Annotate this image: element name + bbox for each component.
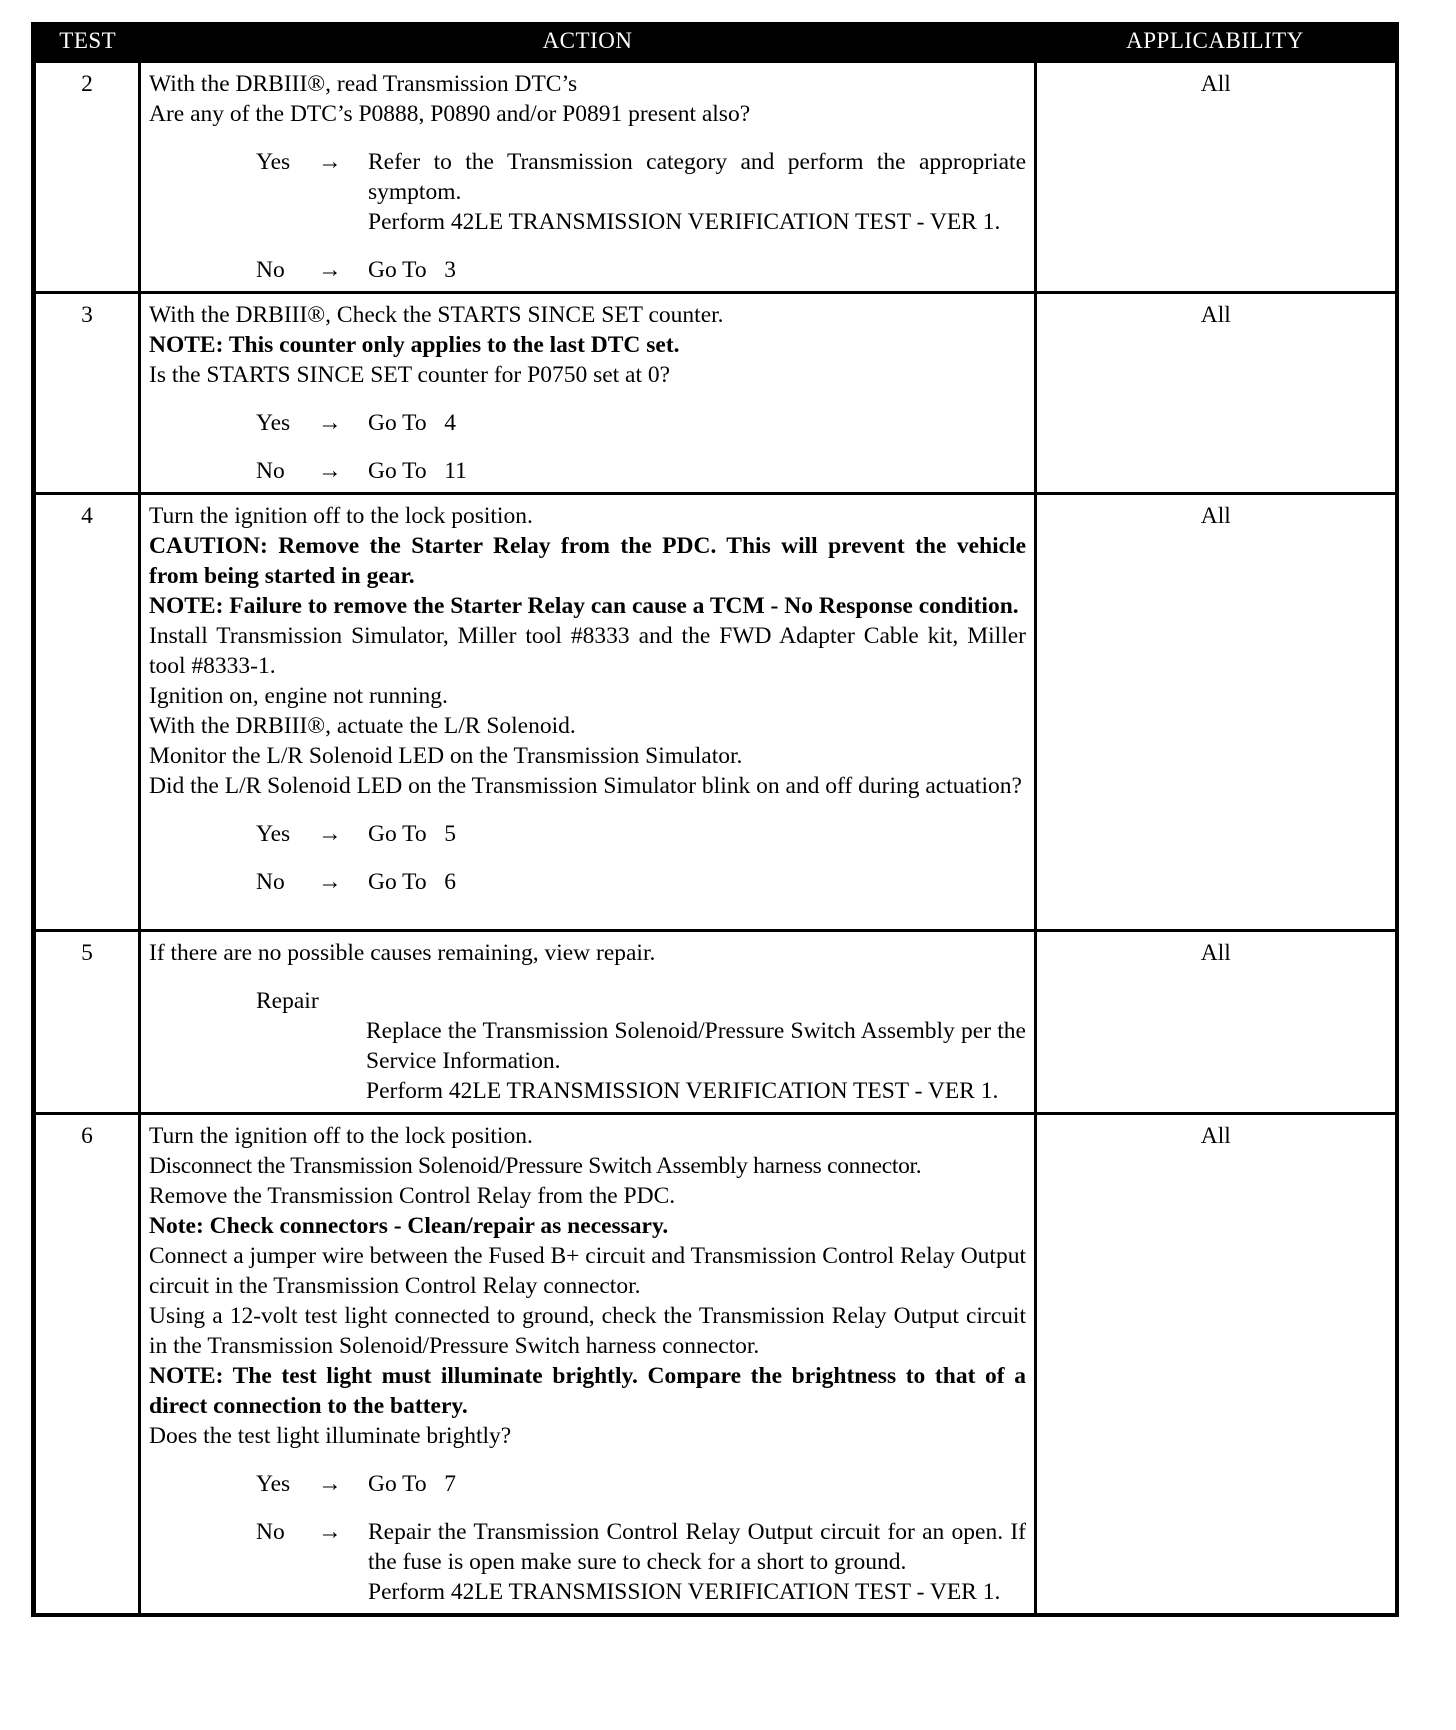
response-text: Go To 5 [368,821,457,847]
table-header-row [34,22,1397,62]
action-line: With the DRBIII®, read Transmission DTC’s [149,71,578,97]
header-action: ACTION [140,22,1036,62]
response-text [368,147,1026,237]
applicability-cell: All [1036,494,1397,931]
action-line: Turn the ignition off to the lock position. [149,1123,533,1149]
arrow-icon: → [318,257,342,283]
response-text: Go To 3 [368,257,457,283]
action-line: Monitor the L/R Solenoid LED on the Transmission Simulator. [149,743,743,769]
response-label: Yes [256,149,291,175]
arrow-icon: → [318,458,342,484]
response-label: No [256,257,285,283]
response-no [149,456,1026,486]
action-line: Turn the ignition off to the lock position. [149,503,533,529]
response-no [149,1517,1026,1607]
action-line: Did the L/R Solenoid LED on the Transmission Simulator blink on and off during actuation? [149,773,1022,799]
response-line: Refer to the Transmission category and perform the appropriate symptom. [368,149,1026,205]
response-label: Yes [256,410,291,436]
header-applicability: APPLICABILITY [1036,22,1397,62]
table-row [34,1114,1397,1616]
response-yes [149,408,1026,438]
arrow-icon: → [318,410,342,436]
action-line: Disconnect the Transmission Solenoid/Pressure Switch Assembly harness connector. [149,1153,922,1179]
action-line: Does the test light illuminate brightly? [149,1423,512,1449]
response-line: Perform 42LE TRANSMISSION VERIFICATION TEST - VER 1. [368,209,1001,235]
action-line: Install Transmission Simulator, Miller tool #8333 and the FWD Adapter Cable kit, Miller tool #8333-1. [149,623,1026,679]
response-text: Go To 6 [368,869,457,895]
diagnostic-table [31,22,1399,1617]
arrow-icon: → [318,869,342,895]
table-row [34,62,1397,293]
table-row [34,931,1397,1114]
applicability-cell: All [1036,293,1397,494]
table-row [34,494,1397,931]
repair-label: Repair [256,988,319,1014]
test-number: 2 [34,62,140,293]
repair-line: Perform 42LE TRANSMISSION VERIFICATION TEST - VER 1. [366,1078,999,1104]
response-no [149,867,1026,897]
action-cell [140,293,1036,494]
applicability-cell: All [1036,62,1397,293]
action-cell [140,931,1036,1114]
action-line: Connect a jumper wire between the Fused B+ circuit and Transmission Control Relay Output circuit in the Transmission Control Relay connector. [149,1243,1026,1299]
caution-line: CAUTION: Remove the Starter Relay from the PDC. This will prevent the vehicle from being started in gear. [149,533,1026,589]
action-cell [140,1114,1036,1616]
test-number: 4 [34,494,140,931]
response-label: No [256,869,285,895]
response-yes [149,147,1026,237]
response-text [368,1517,1026,1607]
test-number: 3 [34,293,140,494]
action-cell [140,62,1036,293]
response-label: No [256,458,285,484]
note-line: NOTE: The test light must illuminate brightly. Compare the brightness to that of a direct connection to the battery. [149,1363,1026,1419]
response-line: Repair the Transmission Control Relay Output circuit for an open. If the fuse is open make sure to check for a short to ground. [368,1519,1026,1575]
action-line: With the DRBIII®, actuate the L/R Solenoid. [149,713,576,739]
response-label: Yes [256,1471,291,1497]
repair-line: Replace the Transmission Solenoid/Pressure Switch Assembly per the Service Information. [366,1018,1026,1074]
test-number: 5 [34,931,140,1114]
applicability-cell: All [1036,1114,1397,1616]
response-line: Perform 42LE TRANSMISSION VERIFICATION TEST - VER 1. [368,1579,1001,1605]
response-no [149,255,1026,285]
note-line: NOTE: This counter only applies to the last DTC set. [149,332,680,358]
response-yes [149,1469,1026,1499]
note-line: NOTE: Failure to remove the Starter Relay can cause a TCM - No Response condition. [149,593,1019,619]
response-text: Go To 4 [368,410,457,436]
arrow-icon: → [318,1471,342,1497]
action-line: Are any of the DTC’s P0888, P0890 and/or P0891 present also? [149,101,751,127]
action-cell [140,494,1036,931]
repair-text [366,1016,1026,1106]
repair-block [149,986,1026,1106]
applicability-cell: All [1036,931,1397,1114]
response-label: No [256,1519,285,1545]
header-test: TEST [34,22,140,62]
action-line: With the DRBIII®, Check the STARTS SINCE SET counter. [149,302,724,328]
action-line: Ignition on, engine not running. [149,683,448,709]
action-line: Is the STARTS SINCE SET counter for P0750 set at 0? [149,362,671,388]
table-row [34,293,1397,494]
action-line: Using a 12-volt test light connected to ground, check the Transmission Relay Output circuit in the Transmission Solenoid/Pressure Switch harness connector. [149,1303,1026,1359]
response-label: Yes [256,821,291,847]
arrow-icon: → [318,821,342,847]
response-text: Go To 11 [368,458,467,484]
note-line: Note: Check connectors - Clean/repair as necessary. [149,1213,669,1239]
test-number: 6 [34,1114,140,1616]
arrow-icon: → [318,149,342,175]
action-line: If there are no possible causes remaining, view repair. [149,940,656,966]
action-line: Remove the Transmission Control Relay from the PDC. [149,1183,676,1209]
arrow-icon: → [318,1519,342,1545]
response-text: Go To 7 [368,1471,457,1497]
response-yes [149,819,1026,849]
